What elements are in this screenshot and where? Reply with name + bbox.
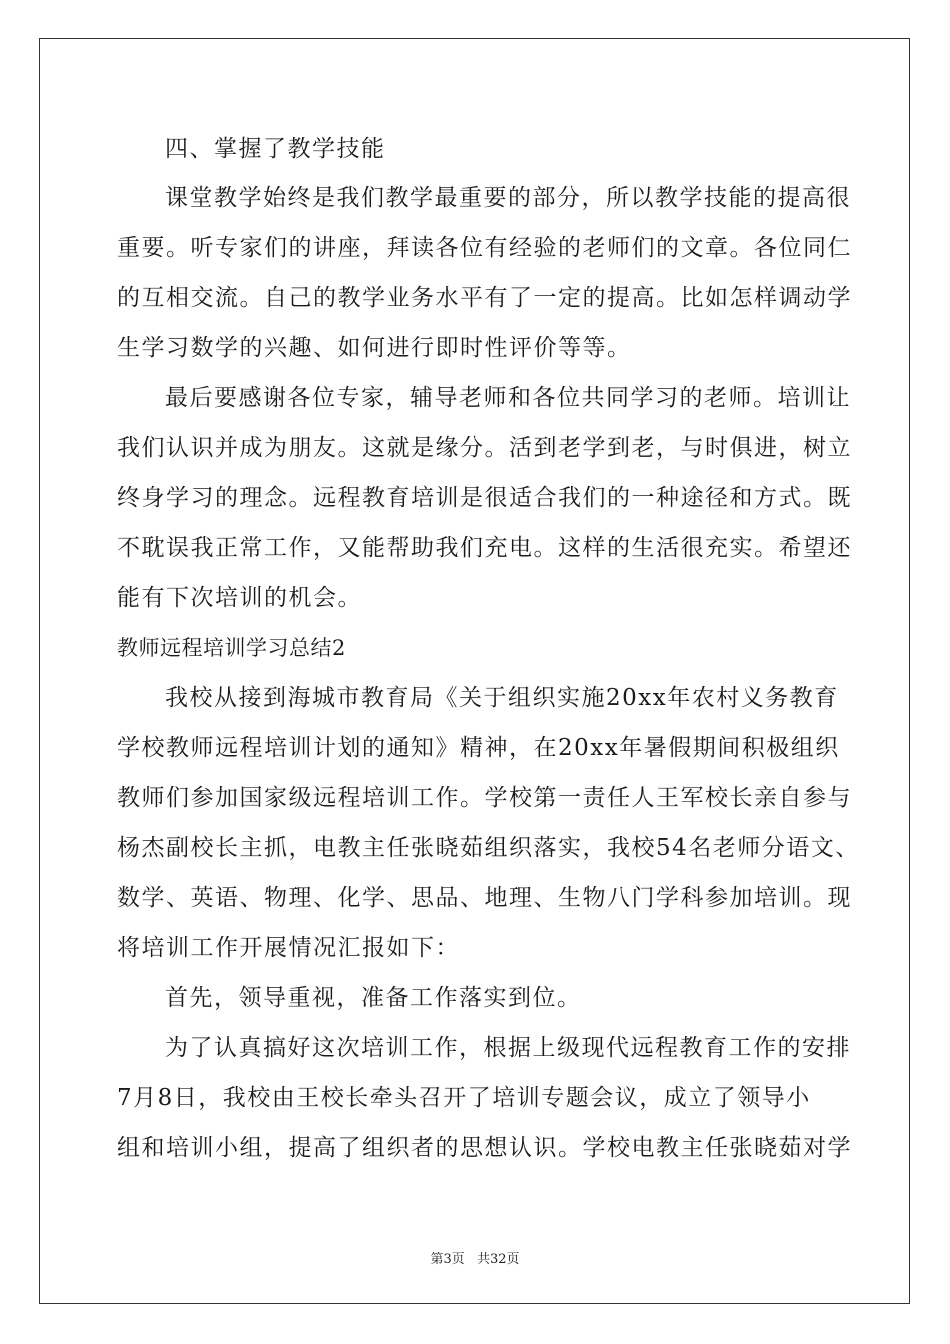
paragraph-line: 我们认识并成为朋友。这就是缘分。活到老学到老，与时俱进，树立 [117, 435, 852, 461]
paragraph-line: 为了认真搞好这次培训工作，根据上级现代远程教育工作的安排 [165, 1035, 851, 1061]
paragraph-line: 首先，领导重视，准备工作落实到位。 [165, 985, 582, 1011]
paragraph-line: 重要。听专家们的讲座，拜读各位有经验的老师们的文章。各位同仁 [117, 235, 852, 261]
paragraph-line: 教师们参加国家级远程培训工作。学校第一责任人王军校长亲自参与 [117, 785, 852, 811]
paragraph-line: 7月8日，我校由王校长牵头召开了培训专题会议，成立了领导小 [117, 1085, 811, 1111]
paragraph-line: 我校从接到海城市教育局《关于组织实施20xx年农村义务教育 [165, 685, 839, 711]
paragraph-line: 学校教师远程培训计划的通知》精神，在20xx年暑假期间积极组织 [117, 735, 840, 761]
paragraph-line: 课堂教学始终是我们教学最重要的部分，所以教学技能的提高很 [165, 185, 851, 211]
paragraph-line: 能有下次培训的机会。 [117, 585, 362, 611]
section-heading: 四、掌握了教学技能 [165, 136, 386, 162]
paragraph-line: 杨杰副校长主抓，电教主任张晓茹组织落实，我校54名老师分语文、 [117, 835, 860, 861]
paragraph-line: 的互相交流。自己的教学业务水平有了一定的提高。比如怎样调动学 [117, 285, 852, 311]
page-border [39, 38, 910, 1304]
paragraph-line: 不耽误我正常工作，又能帮助我们充电。这样的生活很充实。希望还 [117, 535, 852, 561]
paragraph-line: 最后要感谢各位专家，辅导老师和各位共同学习的老师。培训让 [165, 385, 851, 411]
page-footer [0, 1248, 950, 1267]
paragraph-line: 终身学习的理念。远程教育培训是很适合我们的一种途径和方式。既 [117, 485, 852, 511]
paragraph-line: 将培训工作开展情况汇报如下： [117, 935, 460, 961]
article-title: 教师远程培训学习总结2 [117, 636, 346, 660]
paragraph-line: 数学、英语、物理、化学、思品、地理、生物八门学科参加培训。现 [117, 885, 852, 911]
paragraph-line: 生学习数学的兴趣、如何进行即时性评价等等。 [117, 335, 632, 361]
paragraph-line: 组和培训小组，提高了组织者的思想认识。学校电教主任张晓茹对学 [117, 1135, 852, 1161]
page-number: 第3页 [430, 1252, 465, 1267]
page-total: 共32页 [476, 1252, 520, 1267]
